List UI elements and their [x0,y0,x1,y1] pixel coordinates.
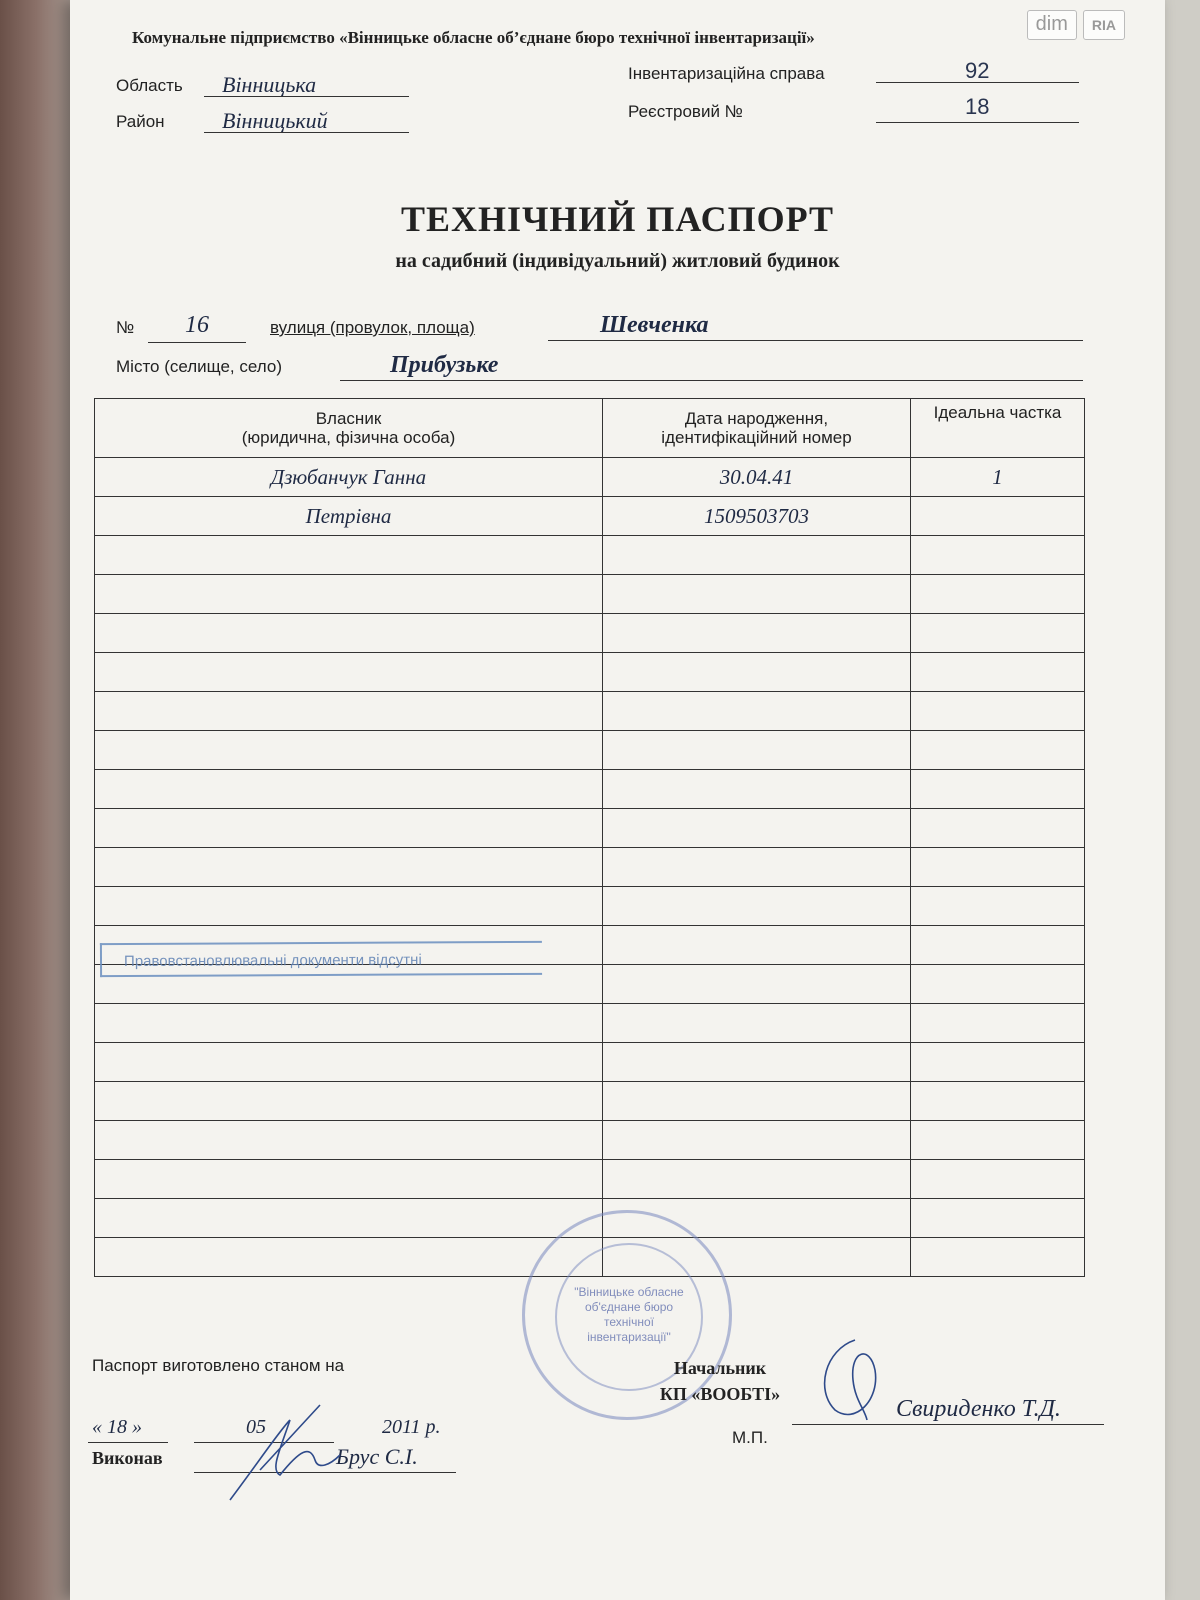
table-row [95,614,1085,653]
executor-name: Брус С.І. [336,1444,418,1469]
chief-label-line1: Начальник [673,1358,767,1378]
city-value: Прибузьке [390,352,499,378]
table-row [95,1160,1085,1199]
table-row [95,692,1085,731]
table-row [95,1004,1085,1043]
ria-logo: RIA [1083,10,1125,40]
prepared-label: Паспорт виготовлено станом на [92,1356,345,1375]
document-subtitle: на садибний (індивідуальний) житловий будинок [395,250,840,272]
registry-label: Реєстровий № [628,102,743,121]
col-birth-header: Дата народження, ідентифікаційний номер [603,399,911,458]
col-share-header: Ідеальна частка [911,399,1085,458]
region-value: Вінницька [222,72,317,97]
table-row [95,848,1085,887]
owner-cell: Дзюбанчук Ганна [95,458,603,497]
table-row [95,1121,1085,1160]
table-row [95,497,1085,536]
inventory-case-label: Інвентаризаційна справа [628,64,825,83]
owners-table-header [95,399,1085,458]
mp-label: М.П. [732,1428,768,1447]
document-page [70,0,1165,1600]
date-day: « 18 » [92,1416,142,1438]
table-row [95,575,1085,614]
owner-cell: Петрівна [95,497,603,536]
table-row [95,887,1085,926]
document-title: ТЕХНІЧНИЙ ПАСПОРТ [400,199,835,239]
share-cell [911,497,1085,536]
birth-cell: 1509503703 [603,497,911,536]
col-owner-header: Власник (юридична, фізична особа) [95,399,603,458]
executed-label: Виконав [92,1448,163,1468]
birth-cell: 30.04.41 [603,458,911,497]
table-row [95,1082,1085,1121]
house-number-label: № [116,318,135,337]
table-row [95,809,1085,848]
table-row [95,770,1085,809]
seal-text: "Вінницьке обласне об'єднане бюро технічної інвентаризації" [574,1285,684,1344]
share-cell: 1 [911,458,1085,497]
house-number-value: 16 [185,312,209,338]
chief-label-line2: КП «ВООБТІ» [659,1384,781,1404]
chief-name: Свириденко Т.Д. [896,1396,1061,1422]
executor-signature [220,1400,350,1510]
street-value: Шевченка [600,312,709,338]
street-label: вулиця (провулок, площа) [270,318,475,337]
district-value: Вінницький [222,108,328,133]
region-label: Область [116,76,183,95]
owners-table [94,398,1085,1277]
table-row [95,536,1085,575]
table-row [95,653,1085,692]
missing-documents-stamp: Правовстановлювальні документи відсутні [100,941,542,977]
organization-name: Комунальне підприємство «Вінницьке обласне об’єднане бюро технічної інвентаризації» [132,28,815,47]
district-label: Район [116,112,165,131]
background-right [1160,0,1200,1600]
date-month: 05 [246,1416,266,1438]
table-row [95,1043,1085,1082]
table-row [95,458,1085,497]
city-label: Місто (селище, село) [116,357,282,376]
watermark [1027,10,1125,40]
dim-logo: dim [1027,10,1077,40]
registry-value: 18 [965,94,990,119]
table-row [95,731,1085,770]
inventory-case-value: 92 [965,58,990,83]
date-year: 2011 р. [382,1416,441,1438]
